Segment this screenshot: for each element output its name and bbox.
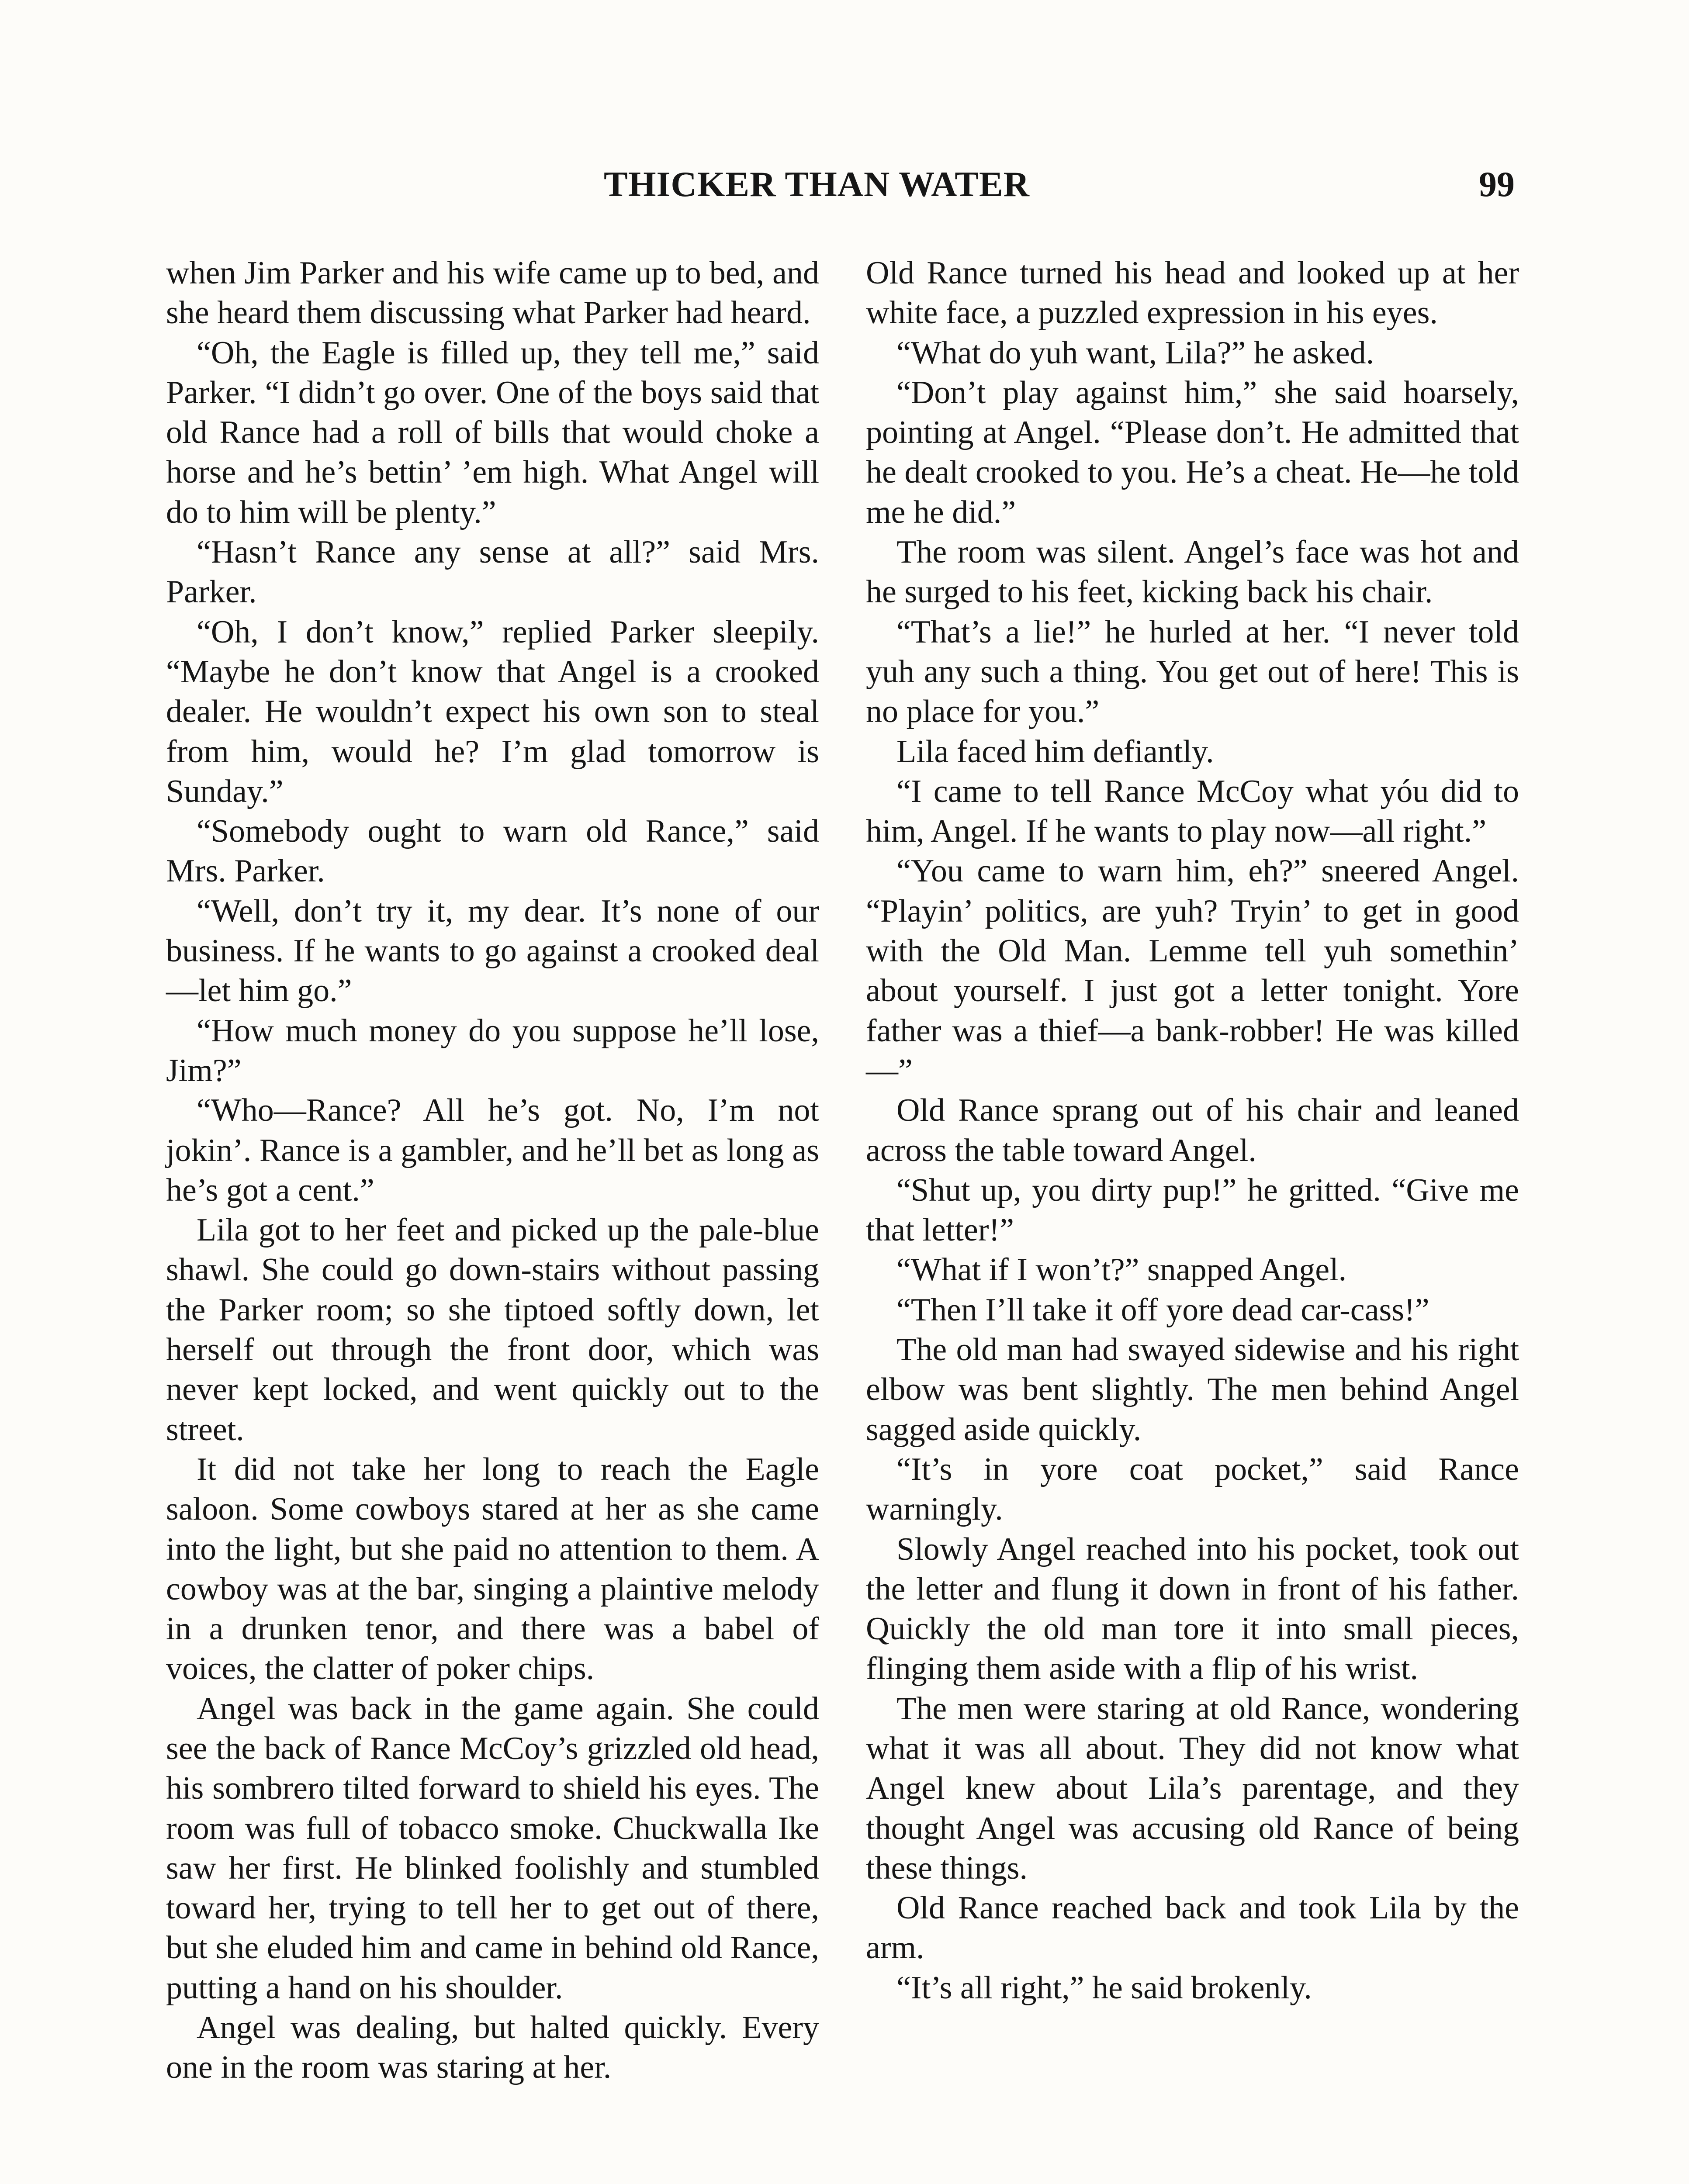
paragraph: Angel was dealing, but halted quickly. Every one in the room was staring at her. xyxy=(166,2010,819,2086)
paragraph: “Well, don’t try it, my dear. It’s none of our business. If he wants to go against a crooked deal—let him go.” xyxy=(166,893,819,1009)
paragraph: “I came to tell Rance McCoy what yóu did to him, Angel. If he wants to play now—all right.” xyxy=(866,773,1519,850)
paragraph: “You came to warn him, eh?” sneered Angel. “Playin’ politics, are yuh? Tryin’ to get in good with the Old Man. Lemme tell yuh somethin’ about yourself. I just got a letter tonight. Yore father was a thief—a bank-robber! He was killed—” xyxy=(866,853,1519,1089)
paragraph: The room was silent. Angel’s face was hot and he surged to his feet, kicking back his chair. xyxy=(866,534,1519,610)
paragraph: It did not take her long to reach the Eagle saloon. Some cowboys stared at her as she came into the light, but she paid no attention to them. A cowboy was at the bar, singing a plaintive melody in a drunken tenor, and there was a babel of voices, the clatter of poker chips. xyxy=(166,1451,819,1687)
paragraph: Lila got to her feet and picked up the pale-blue shawl. She could go down-stairs without passing the Parker room; so she tiptoed softly down, let herself out through the front door, which was never kept locked, and went quickly out to the street. xyxy=(166,1212,819,1448)
page-header xyxy=(0,164,1689,216)
paragraph: when Jim Parker and his wife came up to bed, and she heard them discussing what Parker had heard. xyxy=(166,255,819,331)
paragraph: “It’s all right,” he said brokenly. xyxy=(896,1970,1312,2006)
paragraph: Lila faced him defiantly. xyxy=(896,733,1214,770)
paragraph: “What if I won’t?” snapped Angel. xyxy=(896,1252,1347,1288)
paragraph: “It’s in yore coat pocket,” said Rance warningly. xyxy=(866,1451,1519,1527)
paragraph: Old Rance reached back and took Lila by the arm. xyxy=(866,1890,1519,1966)
paragraph: The men were staring at old Rance, wondering what it was all about. They did not know what Angel knew about Lila’s parentage, and they thought Angel was accusing old Rance of being these things. xyxy=(866,1690,1519,1886)
paragraph: “Oh, I don’t know,” replied Parker sleepily. “Maybe he don’t know that Angel is a crooked dealer. He wouldn’t expect his own son to steal from him, would he? I’m glad tomorrow is Sunday.” xyxy=(166,614,819,809)
paragraph: “How much money do you suppose he’ll lose, Jim?” xyxy=(166,1013,819,1089)
paragraph: “What do yuh want, Lila?” he asked. xyxy=(896,335,1374,371)
paragraph: “Hasn’t Rance any sense at all?” said Mrs. Parker. xyxy=(166,534,819,610)
text-column-left xyxy=(166,253,819,2088)
paragraph: Old Rance sprang out of his chair and leaned across the table toward Angel. xyxy=(866,1092,1519,1168)
paragraph: “Shut up, you dirty pup!” he gritted. “Give me that letter!” xyxy=(866,1172,1519,1248)
paragraph: “Then I’ll take it off yore dead car-cass!” xyxy=(896,1292,1429,1328)
paragraph: The old man had swayed sidewise and his right elbow was bent slightly. The men behind Angel sagged aside quickly. xyxy=(866,1332,1519,1448)
paragraph: Slowly Angel reached into his pocket, took out the letter and flung it down in front of his father. Quickly the old man tore it into small pieces, flinging them aside with a flip of his wrist. xyxy=(866,1531,1519,1687)
text-column-right xyxy=(866,253,1519,2008)
running-title: THICKER THAN WATER xyxy=(604,164,1030,204)
paragraph: “Somebody ought to warn old Rance,” said Mrs. Parker. xyxy=(166,813,819,889)
page-number: 99 xyxy=(1479,164,1515,204)
paragraph: “Oh, the Eagle is filled up, they tell me,” said Parker. “I didn’t go over. One of the boys said that old Rance had a roll of bills that would choke a horse and he’s bettin’ ’em high. What Angel will do to him will be plenty.” xyxy=(166,335,819,530)
paragraph: “Don’t play against him,” she said hoarsely, pointing at Angel. “Please don’t. He admitted that he dealt crooked to you. He’s a cheat. He—he told me he did.” xyxy=(866,374,1519,530)
paragraph: Angel was back in the game again. She could see the back of Rance McCoy’s grizzled old head, his sombrero tilted forward to shield his eyes. The room was full of tobacco smoke. Chuckwalla Ike saw her first. He blinked foolishly and stumbled toward her, trying to tell her to get out of there, but she eluded him and came in behind old Rance, putting a hand on his shoulder. xyxy=(166,1690,819,2006)
paragraph: “That’s a lie!” he hurled at her. “I never told yuh any such a thing. You get out of here! This is no place for you.” xyxy=(866,614,1519,730)
paragraph: “Who—Rance? All he’s got. No, I’m not jokin’. Rance is a gambler, and he’ll bet as long as he’s got a cent.” xyxy=(166,1092,819,1208)
paragraph: Old Rance turned his head and looked up at her white face, a puzzled expression in his eyes. xyxy=(866,255,1519,331)
